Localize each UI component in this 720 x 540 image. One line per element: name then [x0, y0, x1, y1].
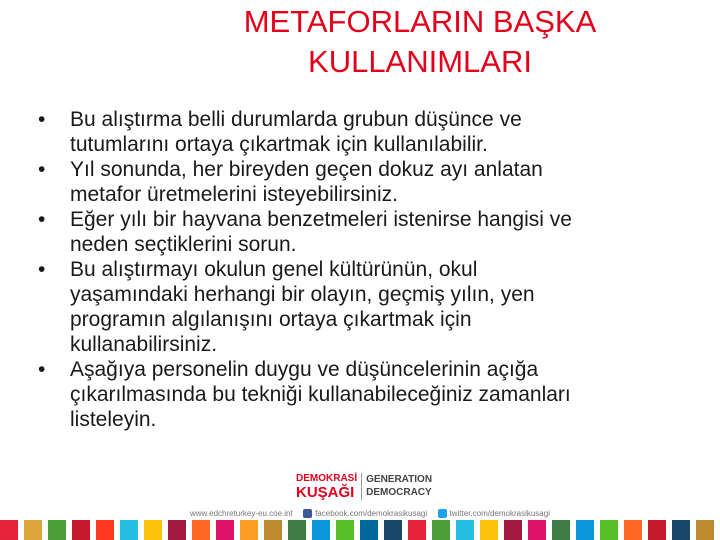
stripe-segment	[408, 520, 426, 540]
facebook-icon	[303, 509, 312, 518]
twitter-icon	[438, 509, 447, 518]
stripe-segment	[480, 520, 498, 540]
stripe-segment	[168, 520, 186, 540]
stripe-segment	[384, 520, 402, 540]
stripe-segment	[0, 520, 18, 540]
stripe-segment	[216, 520, 234, 540]
stripe-segment	[96, 520, 114, 540]
bullet-item	[38, 207, 678, 257]
stripe-segment	[624, 520, 642, 540]
stripe-segment	[72, 520, 90, 540]
generation-democracy-logo	[292, 468, 432, 504]
stripe-segment	[552, 520, 570, 540]
bullet-dot: •	[38, 108, 46, 131]
stripe-segment	[504, 520, 522, 540]
bullet-line: metafor üretmelerini isteyebilirsiniz.	[70, 183, 398, 206]
bullet-line: neden seçtiklerini sorun.	[70, 233, 297, 256]
bullet-line: Bu alıştırma belli durumlarda grubun düşünce ve	[70, 108, 522, 131]
bullet-line: çıkarılmasında bu tekniği kullanabileceğiniz zamanları	[70, 383, 571, 406]
bullet-dot: •	[38, 358, 46, 381]
bullet-dot: •	[38, 258, 46, 281]
facebook-link[interactable]: facebook.com/demokrasikusagi	[303, 509, 427, 518]
bullet-dot: •	[38, 208, 46, 231]
logo-text-demokrasi: DEMOKRASİ	[296, 472, 358, 484]
stripe-segment	[24, 520, 42, 540]
stripe-segment	[192, 520, 210, 540]
stripe-segment	[648, 520, 666, 540]
bullet-line: listeleyin.	[70, 408, 157, 431]
logo-text-kusagi: KUŞAĞI	[296, 483, 355, 501]
slide-title	[140, 2, 700, 82]
bullet-line: kullanabilirsiniz.	[70, 333, 218, 356]
color-stripe-bar	[0, 520, 720, 540]
bullet-list	[38, 107, 678, 432]
stripe-segment	[360, 520, 378, 540]
stripe-segment	[120, 520, 138, 540]
stripe-segment	[336, 520, 354, 540]
bullet-item	[38, 257, 678, 357]
stripe-segment	[144, 520, 162, 540]
stripe-segment	[48, 520, 66, 540]
stripe-segment	[288, 520, 306, 540]
footer-links	[190, 506, 550, 520]
bullet-line: Aşağıya personelin duygu ve düşüncelerinin açığa	[70, 358, 539, 381]
bullet-line: yaşamındaki herhangi bir olayın, geçmiş yılın, yen	[70, 283, 535, 306]
bullet-dot: •	[38, 158, 46, 181]
stripe-segment	[600, 520, 618, 540]
bullet-line: Yıl sonunda, her bireyden geçen dokuz ayı anlatan	[70, 158, 543, 181]
logo-text-democracy: DEMOCRACY	[366, 487, 432, 498]
stripe-segment	[240, 520, 258, 540]
stripe-segment	[264, 520, 282, 540]
twitter-link[interactable]: twitter.com/demokrasikusagi	[438, 509, 550, 518]
bullet-item	[38, 157, 678, 207]
stripe-segment	[432, 520, 450, 540]
bullet-item	[38, 357, 678, 432]
stripe-segment	[576, 520, 594, 540]
stripe-segment	[672, 520, 690, 540]
stripe-segment	[456, 520, 474, 540]
bullet-line: Eğer yılı bir hayvana benzetmeleri istenirse hangisi ve	[70, 208, 572, 231]
logo-text-generation: GENERATION	[366, 474, 433, 485]
bullet-line: Bu alıştırmayı okulun genel kültürünün, okul	[70, 258, 478, 281]
stripe-segment	[528, 520, 546, 540]
bullet-line: programın algılanışını ortaya çıkartmak için	[70, 308, 472, 331]
stripe-segment	[696, 520, 714, 540]
title-line-1: METAFORLARIN BAŞKA	[243, 4, 597, 39]
website-link[interactable]: www.edchreturkey-eu.coe.int	[190, 508, 293, 518]
bullet-line: tutumlarını ortaya çıkartmak için kullanılabilir.	[70, 133, 488, 156]
title-line-2: KULLANIMLARI	[308, 44, 532, 79]
stripe-segment	[312, 520, 330, 540]
stripe-gap	[714, 520, 720, 540]
bullet-item	[38, 107, 678, 157]
